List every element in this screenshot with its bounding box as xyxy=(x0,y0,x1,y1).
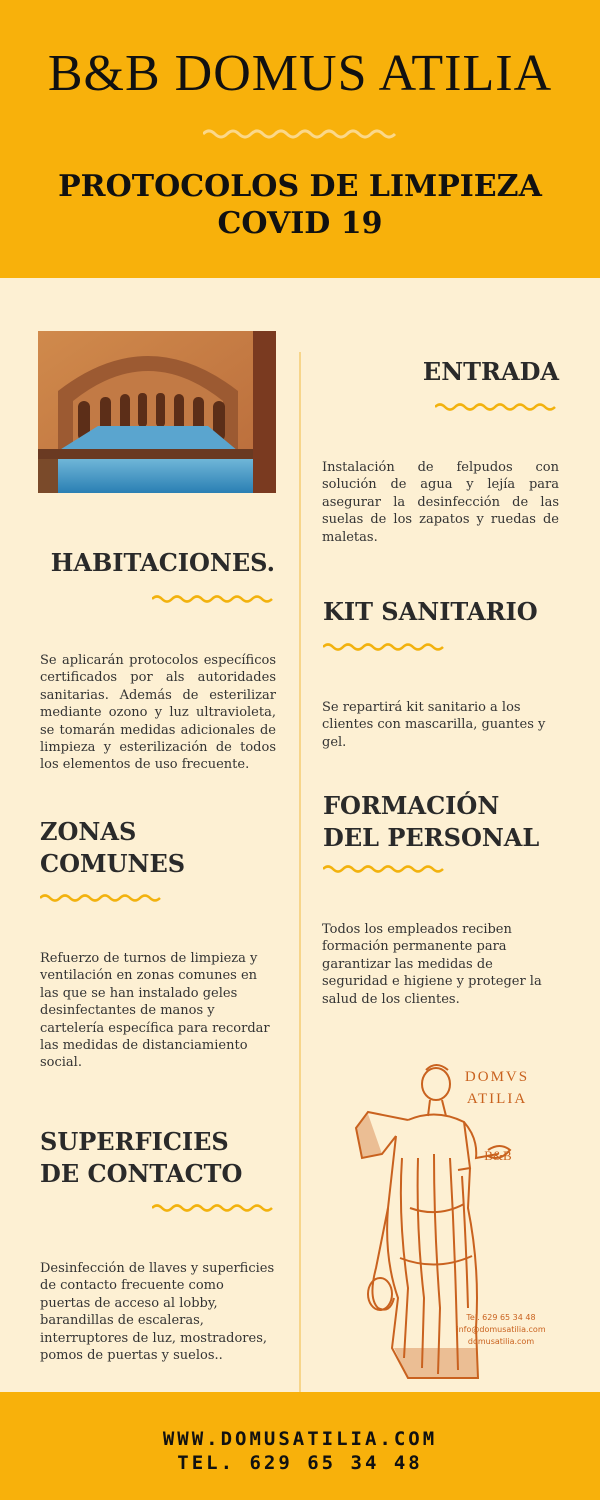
text-superficies-contacto: Desinfección de llaves y superficies de contacto frecuente como puertas de acceso al lobby, barandillas de escaleras, interruptores de luz, mostradores, pomos de puertas y suelos.. xyxy=(40,1261,275,1364)
wave-divider-icon xyxy=(323,864,447,874)
column-divider xyxy=(299,352,301,1392)
footer-phone: TEL. 629 65 34 48 xyxy=(177,1452,423,1474)
wave-divider-icon xyxy=(40,893,164,903)
wave-divider-icon xyxy=(152,594,276,604)
wave-divider-icon xyxy=(435,402,559,412)
text-habitaciones: Se aplicarán protocolos específicos certificados por als autoridades sanitarias. Además de esterilizar mediante ozono y luz ultravioleta, se tomarán medidas adicionales de limpieza y esterilización de todos los elementos de uso frecuente. xyxy=(40,653,276,773)
heading-habitaciones: HABITACIONES. xyxy=(50,548,275,577)
heading-superficies-contacto: SUPERFICIES DE CONTACTO xyxy=(40,1127,243,1188)
text-entrada: Instalación de felpudos con solución de agua y lejía para asegurar la desinfección de las suelas de los zapatos y ruedas de maletas. xyxy=(322,460,559,545)
footer-banner xyxy=(0,1392,600,1500)
heading-entrada: ENTRADA xyxy=(422,357,559,386)
wave-divider-icon xyxy=(203,128,397,140)
heading-zonas-comunes: ZONAS COMUNES xyxy=(40,817,186,878)
wave-divider-icon xyxy=(152,1203,276,1213)
text-kit-sanitario: Se repartirá kit sanitario a los clientes con mascarilla, guantes y gel. xyxy=(322,700,546,750)
brand-title: B&B DOMUS ATILIA xyxy=(47,45,553,102)
text-formacion-personal: Todos los empleados reciben formación permanente para garantizar las medidas de seguridad e higiene y proteger la salud de los clientes. xyxy=(322,922,542,1007)
footer-website-link[interactable]: WWW.DOMUSATILIA.COM xyxy=(162,1428,438,1450)
pool-photo xyxy=(38,331,276,493)
heading-formacion-personal: FORMACIÓN DEL PERSONAL xyxy=(323,791,540,852)
header-banner xyxy=(0,0,600,278)
text-zonas-comunes: Refuerzo de turnos de limpieza y ventilación en zonas comunes en las que se han instalado geles desinfectantes de manos y cartelería específica para recordar las medidas de distanciamiento social. xyxy=(40,951,270,1071)
page-title: PROTOCOLOS DE LIMPIEZA COVID 19 xyxy=(58,169,542,241)
wave-divider-icon xyxy=(323,642,447,652)
heading-kit-sanitario: KIT SANITARIO xyxy=(323,597,538,626)
domus-atilia-logo: DOMVS ATILIA B&B Tel. 629 65 34 48 info@domusatilia.com domusatilia.com xyxy=(338,1058,560,1388)
